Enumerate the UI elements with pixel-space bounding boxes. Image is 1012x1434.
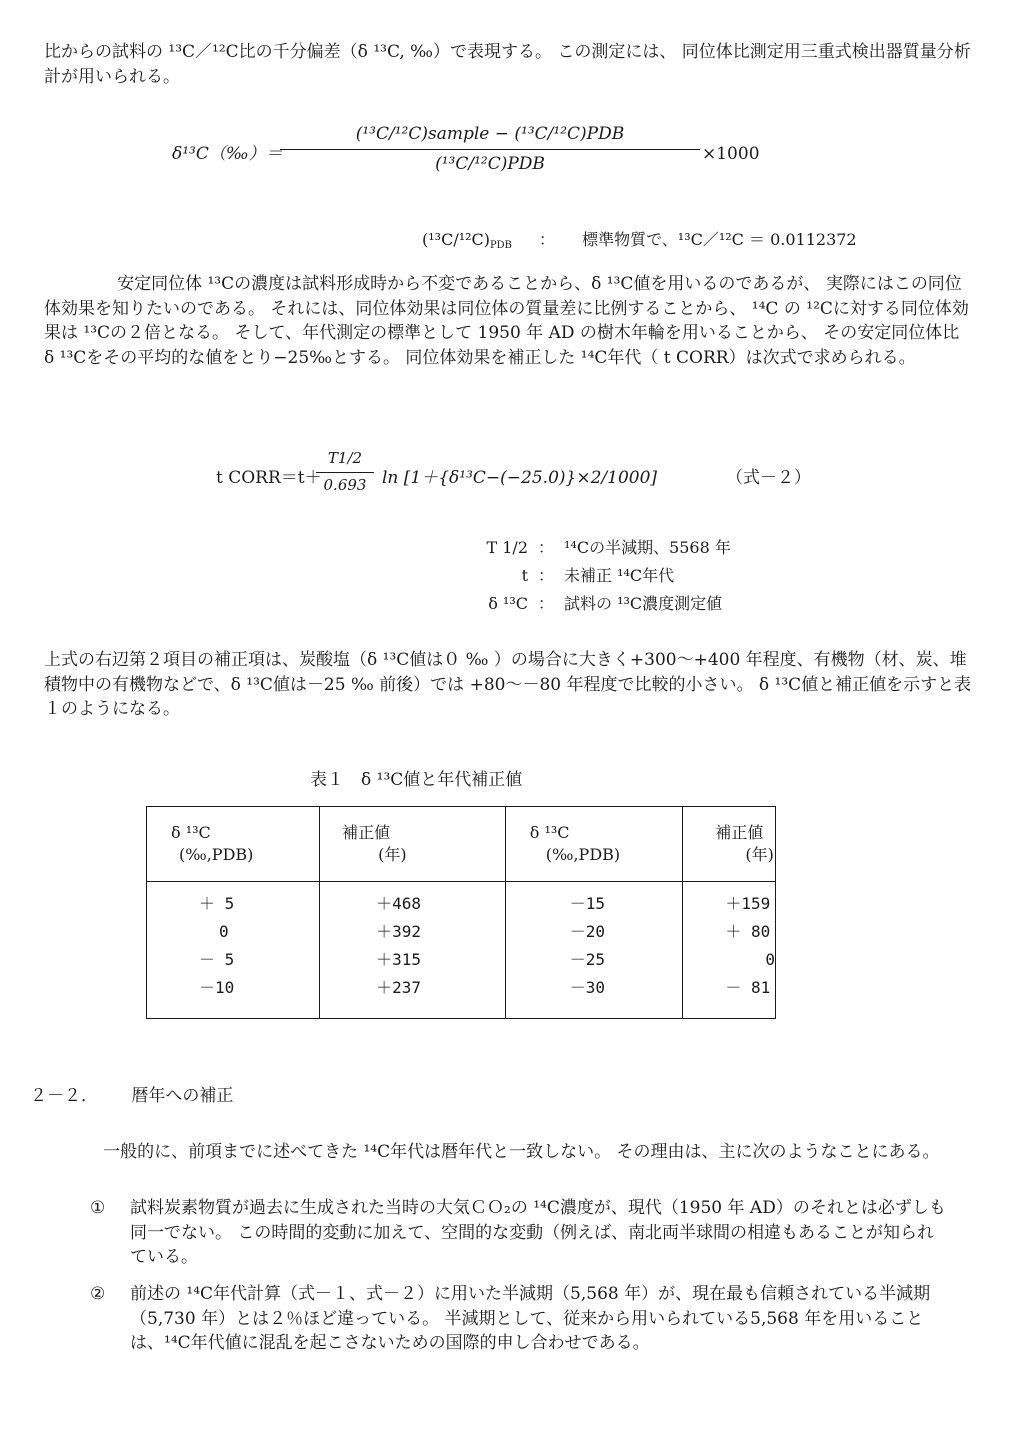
list-marker: ① (90, 1198, 106, 1218)
header-line2: (‰,PDB) (545, 845, 621, 864)
symbol-colon: ： (537, 566, 554, 585)
symbol-desc: ¹⁴Cの半減期、5568 年 (564, 538, 731, 557)
table-row (147, 974, 776, 1019)
symbol-key: t (521, 566, 528, 585)
list-marker: ② (90, 1284, 106, 1304)
table-cell: －10 (147, 974, 320, 1019)
table-row (147, 918, 776, 946)
header-line2: (‰,PDB) (179, 845, 254, 864)
correction-formula-denominator: 0.693 (323, 475, 367, 494)
table-header-correction-1 (320, 807, 506, 882)
table-cell: － 5 (147, 946, 320, 974)
symbol-key: T 1/2 (486, 538, 528, 557)
delta-formula-denominator: (¹³C/¹²C)PDB (435, 153, 545, 174)
standard-description: 標準物質で、¹³C／¹²C ＝ 0.0112372 (582, 230, 857, 249)
header-line1: δ ¹³C (171, 823, 211, 843)
list-item (90, 1196, 950, 1270)
correction-formula-fraction (316, 448, 374, 497)
table-cell: ＋392 (320, 918, 506, 946)
table-cell: －15 (505, 882, 683, 919)
table-row (147, 946, 776, 974)
standard-colon: ： (538, 230, 555, 249)
header-line1: δ ¹³C (529, 823, 570, 843)
symbol-colon: ： (537, 594, 554, 613)
header-line1: 補正値 (715, 823, 764, 843)
correction-table (146, 806, 776, 1019)
delta-formula-numerator: (¹³C/¹²C)sample − (¹³C/¹²C)PDB (280, 122, 700, 150)
correction-formula-numerator: T1/2 (316, 448, 374, 473)
table-header-row (147, 807, 776, 882)
section-heading (30, 1084, 233, 1109)
header-line1: 補正値 (342, 823, 391, 843)
symbol-desc: 試料の ¹³C濃度測定値 (564, 594, 723, 613)
standard-symbol: (¹³C/¹²C) (422, 230, 491, 249)
table-cell: －25 (505, 946, 683, 974)
table-header-correction-2 (683, 807, 776, 882)
symbol-row-half-life (468, 536, 731, 559)
table-cell: ＋315 (320, 946, 506, 974)
list-text: 前述の ¹⁴C年代計算（式－１、式－２）に用いた半減期（5,568 年）が、現在最も信頼されている半減期（5,730 年）とは２％ほど違っている。 半減期として、従来から用いられている5,568 年を用いることは、¹⁴C年代値に混乱を起こさないための国際的申し合わせである。 (130, 1284, 931, 1354)
table-caption: 表１ δ ¹³C値と年代補正値 (310, 770, 523, 790)
table-cell: ＋ 80 (683, 918, 776, 946)
correction-formula-lhs: t CORR＝t＋ (216, 468, 322, 488)
table-cell: －30 (505, 974, 683, 1019)
header-line2: (年) (378, 845, 407, 864)
symbol-colon: ： (537, 538, 554, 557)
table-row (147, 882, 776, 919)
table-cell: ＋159 (683, 882, 776, 919)
table-header-delta-1 (147, 807, 320, 882)
intro-paragraph: 比からの試料の ¹³C／¹²C比の千分偏差（δ ¹³C, ‰）で表現する。 この測定には、 同位体比測定用三重式検出器質量分析計が用いられる。 (44, 42, 971, 87)
list-item (90, 1282, 950, 1356)
symbol-key: δ ¹³C (488, 594, 528, 613)
standard-note (422, 228, 857, 251)
delta-formula-lhs: δ¹³C（‰）＝ (172, 144, 283, 164)
isotope-effect-paragraph: 安定同位体 ¹³Cの濃度は試料形成時から不変であることから、δ ¹³C値を用いるのであるが、 実際にはこの同位体効果を知りたいのである。 それには、同位体効果は同位体の質量差に比例することから、 ¹⁴C の ¹²Cに対する同位体効果は ¹³Cの２倍となる。 そして、年代測定の標準として 1950 年 AD の樹木年輪を用いることから、 その安定同位体比δ ¹³Cをその平均的な値をとり−25‰とする。 同位体効果を補正した ¹⁴C年代（ t CORR）は次式で求められる。 (44, 274, 969, 368)
table-header-delta-2 (505, 807, 683, 882)
symbol-row-t (468, 564, 674, 587)
table-cell: －20 (505, 918, 683, 946)
table-cell: 0 (147, 918, 320, 946)
table-cell: ＋ 5 (147, 882, 320, 919)
correction-formula-rhs: ln [1＋{δ¹³C−(−25.0)}×2/1000] (382, 468, 658, 488)
correction-formula-label: （式－２） (726, 468, 811, 488)
delta-formula-factor: ×1000 (702, 144, 760, 164)
table-cell: ＋237 (320, 974, 506, 1019)
section-number: ２－２． (30, 1086, 98, 1106)
list-text: 試料炭素物質が過去に生成された当時の大気ＣＯ₂の ¹⁴C濃度が、現代（1950 年 AD）のそれとは必ずしも同一でない。 この時間的変動に加えて、空間的な変動（例えば、南北両半球間の相違もあることが知られている。 (130, 1198, 946, 1268)
section-title: 暦年への補正 (131, 1086, 234, 1106)
table-cell: ＋468 (320, 882, 506, 919)
symbol-desc: 未補正 ¹⁴C年代 (564, 566, 675, 585)
header-line2: (年) (745, 845, 774, 864)
correction-term-paragraph: 上式の右辺第２項目の補正項は、炭酸塩（δ ¹³C値は０ ‰ ）の場合に大きく+300〜+400 年程度、有機物（材、炭、堆積物中の有機物などで、δ ¹³C値は－25 ‰ 前後）では +80〜－80 年程度で比較的小さい。 δ ¹³C値と補正値を示すと表１のようになる。 (44, 650, 972, 720)
symbol-row-delta (468, 592, 722, 615)
standard-subscript: PDB (490, 240, 512, 252)
table-cell: － 81 (683, 974, 776, 1019)
table-cell: 0 (683, 946, 776, 974)
delta-formula-fraction (280, 122, 700, 176)
calendar-intro-paragraph: 一般的に、前項までに述べてきた ¹⁴C年代は暦年代と一致しない。 その理由は、主に次のようなことにある。 (103, 1142, 940, 1162)
